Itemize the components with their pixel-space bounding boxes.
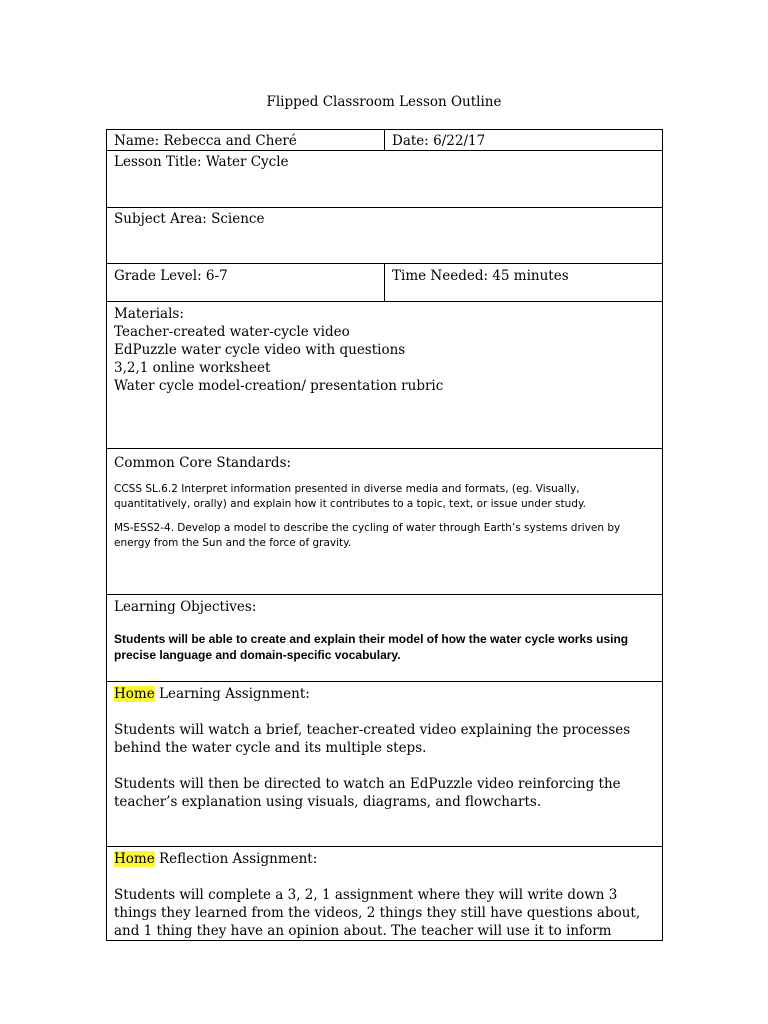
standard-item: CCSS SL.6.2 Interpret information presented in diverse media and formats, (eg. Visually, quantitatively, orally) and explain how it contributes to a topic, text, or issue under study.: [114, 483, 587, 510]
page-title: Flipped Classroom Lesson Outline: [266, 94, 502, 110]
standards-heading: Common Core Standards:: [114, 455, 292, 471]
objectives-cell: [107, 595, 663, 682]
home-learning-paragraph: Students will then be directed to watch an EdPuzzle video reinforcing the teacher’s explanation using visuals, diagrams, and flowcharts.: [114, 776, 621, 810]
standard-item: MS-ESS2-4. Develop a model to describe the cycling of water through Earth’s systems driven by energy from the Sun and the force of gravity.: [114, 522, 621, 549]
standards-cell: [107, 449, 663, 595]
subject-area-cell: Subject Area: Science: [107, 208, 663, 264]
home-learning-paragraph: Students will watch a brief, teacher-created video explaining the processes behind the water cycle and its multiple steps.: [114, 722, 631, 756]
home-learning-cell: [107, 682, 663, 847]
home-reflection-cell: [107, 847, 663, 941]
materials-cell: [107, 302, 663, 449]
objectives-text: Students will be able to create and explain their model of how the water cycle works using precise language and domain-specific vocabulary.: [114, 632, 629, 662]
home-reflection-paragraph: Students will complete a 3, 2, 1 assignment where they will write down 3 things they learned from the videos, 2 things they still have questions about, and 1 thing they have an opinion about. The teacher will use it to inform: [114, 887, 641, 939]
name-cell: Name: Rebecca and Cheré: [107, 130, 385, 151]
materials-item: Teacher-created water-cycle video: [114, 324, 350, 340]
materials-item: Water cycle model-creation/ presentation rubric: [114, 378, 444, 394]
home-highlight: Home: [114, 686, 155, 702]
home-highlight: Home: [114, 851, 155, 867]
home-learning-heading-text: Learning Assignment:: [154, 686, 310, 702]
materials-item: EdPuzzle water cycle video with questions: [114, 342, 406, 358]
objectives-heading: Learning Objectives:: [114, 599, 257, 615]
lesson-title-cell: Lesson Title: Water Cycle: [107, 151, 663, 208]
home-reflection-heading: [114, 850, 655, 868]
home-reflection-heading-text: Reflection Assignment:: [154, 851, 318, 867]
date-cell: Date: 6/22/17: [385, 130, 663, 151]
lesson-outline-table: [106, 129, 663, 941]
time-needed-cell: Time Needed: 45 minutes: [385, 264, 663, 302]
home-learning-heading: [114, 685, 655, 703]
grade-level-cell: Grade Level: 6-7: [107, 264, 385, 302]
materials-heading: Materials:: [114, 306, 184, 322]
materials-item: 3,2,1 online worksheet: [114, 360, 271, 376]
